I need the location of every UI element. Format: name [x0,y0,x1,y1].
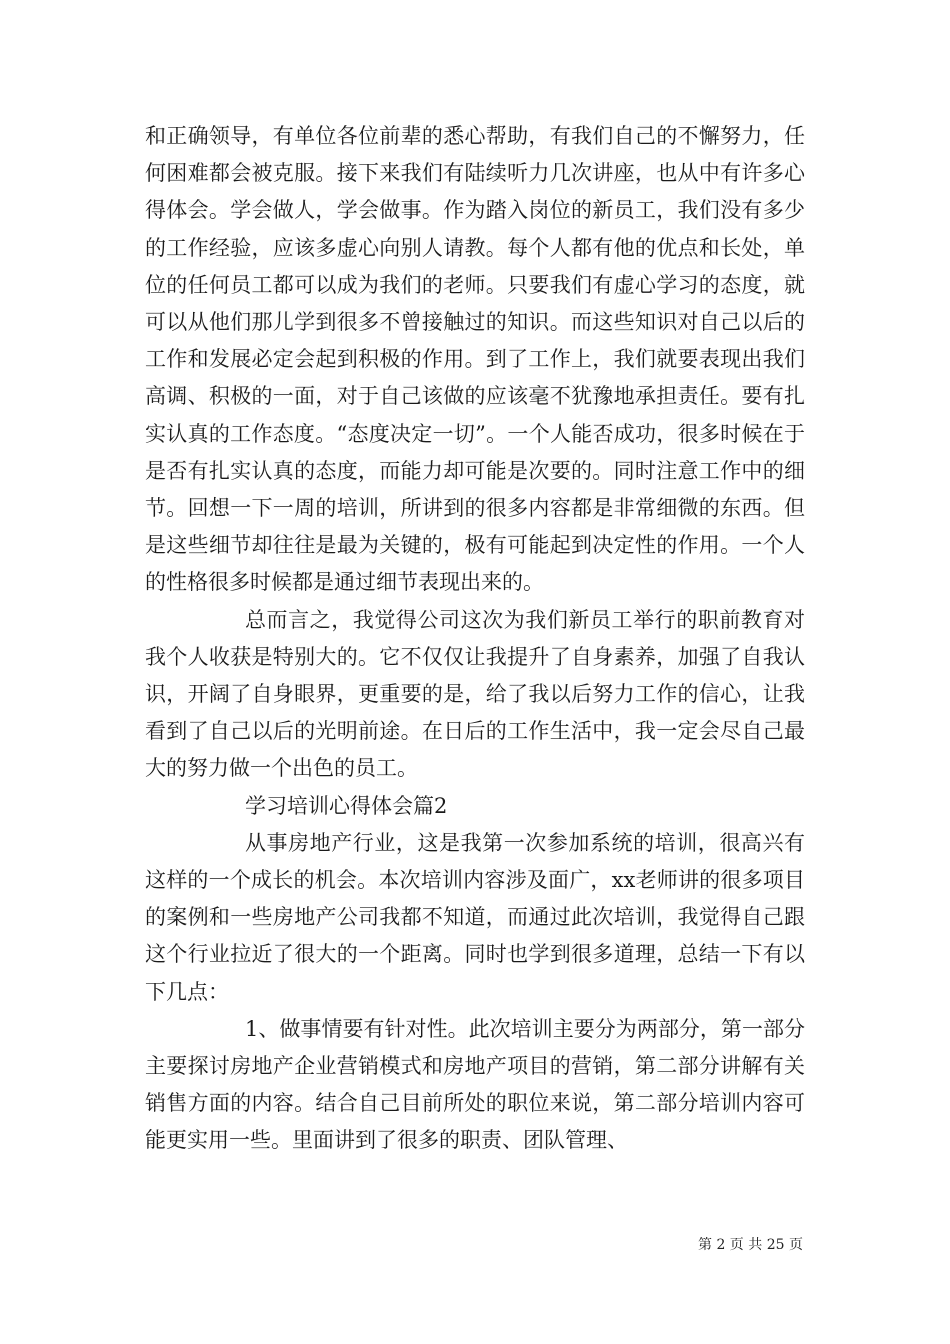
section-heading: 学习培训心得体会篇2 [245,793,448,818]
body-paragraph-point-1: 1、做事情要有针对性。此次培训主要分为两部分，第一部分主要探讨房地产企业营销模式和房地产项目的营销，第二部分讲解有关销售方面的内容。结合自己目前所处的职位来说，第二部分培训内容可能更实用一些。里面讲到了很多的职责、团队管理、 [145,1016,805,1153]
body-paragraph-continued: 和正确领导，有单位各位前辈的悉心帮助，有我们自己的不懈努力，任何困难都会被克服。接下来我们有陆续听力几次讲座，也从中有许多心得体会。学会做人，学会做事。作为踏入岗位的新员工，我们没有多少的工作经验，应该多虚心向别人请教。每个人都有他的优点和长处，单位的任何员工都可以成为我们的老师。只要我们有虚心学习的态度，就可以从他们那儿学到很多不曾接触过的知识。而这些知识对自己以后的工作和发展必定会起到积极的作用。到了工作上，我们就要表现出我们高调、积极的一面，对于自己该做的应该毫不犹豫地承担责任。要有扎实认真的工作态度。“态度决定一切”。一个人能否成功，很多时候在于是否有扎实认真的态度，而能力却可能是次要的。同时注意工作中的细节。回想一下一周的培训，所讲到的很多内容都是非常细微的东西。但是这些细节却往往是最为关键的，极有可能起到决定性的作用。一个人的性格很多时候都是通过细节表现出来的。 [145,124,805,595]
page-number-footer: 第 2 页 共 25 页 [698,1237,803,1253]
body-paragraph-intro: 从事房地产行业，这是我第一次参加系统的培训，很高兴有这样的一个成长的机会。本次培训内容涉及面广，xx老师讲的很多项目的案例和一些房地产公司我都不知道，而通过此次培训，我觉得自己跟这个行业拉近了很大的一个距离。同时也学到很多道理，总结一下有以下几点： [145,830,805,1004]
body-paragraph-summary: 总而言之，我觉得公司这次为我们新员工举行的职前教育对我个人收获是特别大的。它不仅仅让我提升了自身素养，加强了自我认识，开阔了自身眼界，更重要的是，给了我以后努力工作的信心，让我看到了自己以后的光明前途。在日后的工作生活中，我一定会尽自己最大的努力做一个出色的员工。 [145,607,805,781]
document-body [145,118,805,1160]
